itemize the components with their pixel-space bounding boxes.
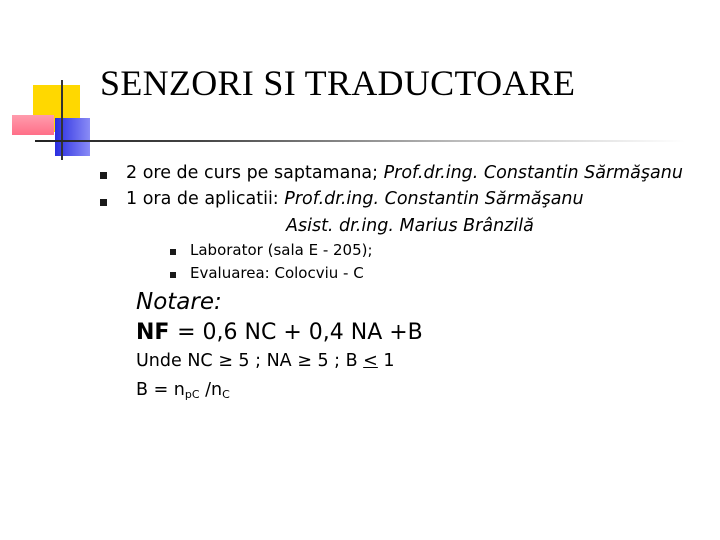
bullet-marker (100, 199, 107, 206)
assistant-name: Asist. dr.ing. Marius Brânzilă (286, 216, 534, 236)
conditions-line (136, 351, 395, 371)
sub-bullet-marker (170, 249, 176, 255)
conditions-text: Unde NC ≥ 5 ; NA ≥ 5 ; B (136, 351, 364, 371)
b-formula-div: /n (199, 380, 223, 400)
less-than-sign: < (363, 351, 378, 371)
sub-bullet-marker (170, 272, 176, 278)
bullet-2-professor: Prof.dr.ing. Constantin Sărmăşanu (284, 189, 584, 209)
notare-label: Notare: (136, 289, 222, 315)
bullet-1-text: 2 ore de curs pe saptamana; (126, 163, 384, 183)
title-divider (35, 140, 685, 142)
b-formula (136, 380, 230, 401)
b-formula-lhs: B = n (136, 380, 185, 400)
bullet-1 (126, 163, 683, 183)
bullet-2-text: 1 ora de aplicatii: (126, 189, 285, 209)
b-formula-sub-pc: pC (184, 388, 200, 401)
b-formula-sub-c: C (222, 388, 230, 401)
decor-vertical-line (61, 80, 63, 160)
sub-bullet-evaluation: Evaluarea: Colocviu - C (190, 264, 364, 282)
sub-bullet-lab: Laborator (sala E - 205); (190, 241, 373, 259)
bullet-marker (100, 172, 107, 179)
bullet-2 (126, 189, 584, 209)
bullet-1-professor: Prof.dr.ing. Constantin Sărmăşanu (383, 163, 683, 183)
slide-title: SENZORI SI TRADUCTOARE (100, 63, 576, 103)
grade-formula (136, 320, 423, 345)
formula-expression: = 0,6 NC + 0,4 NA +B (177, 320, 423, 345)
conditions-end: 1 (377, 351, 395, 371)
formula-nf: NF (136, 320, 178, 345)
decor-red-bar (12, 115, 54, 135)
